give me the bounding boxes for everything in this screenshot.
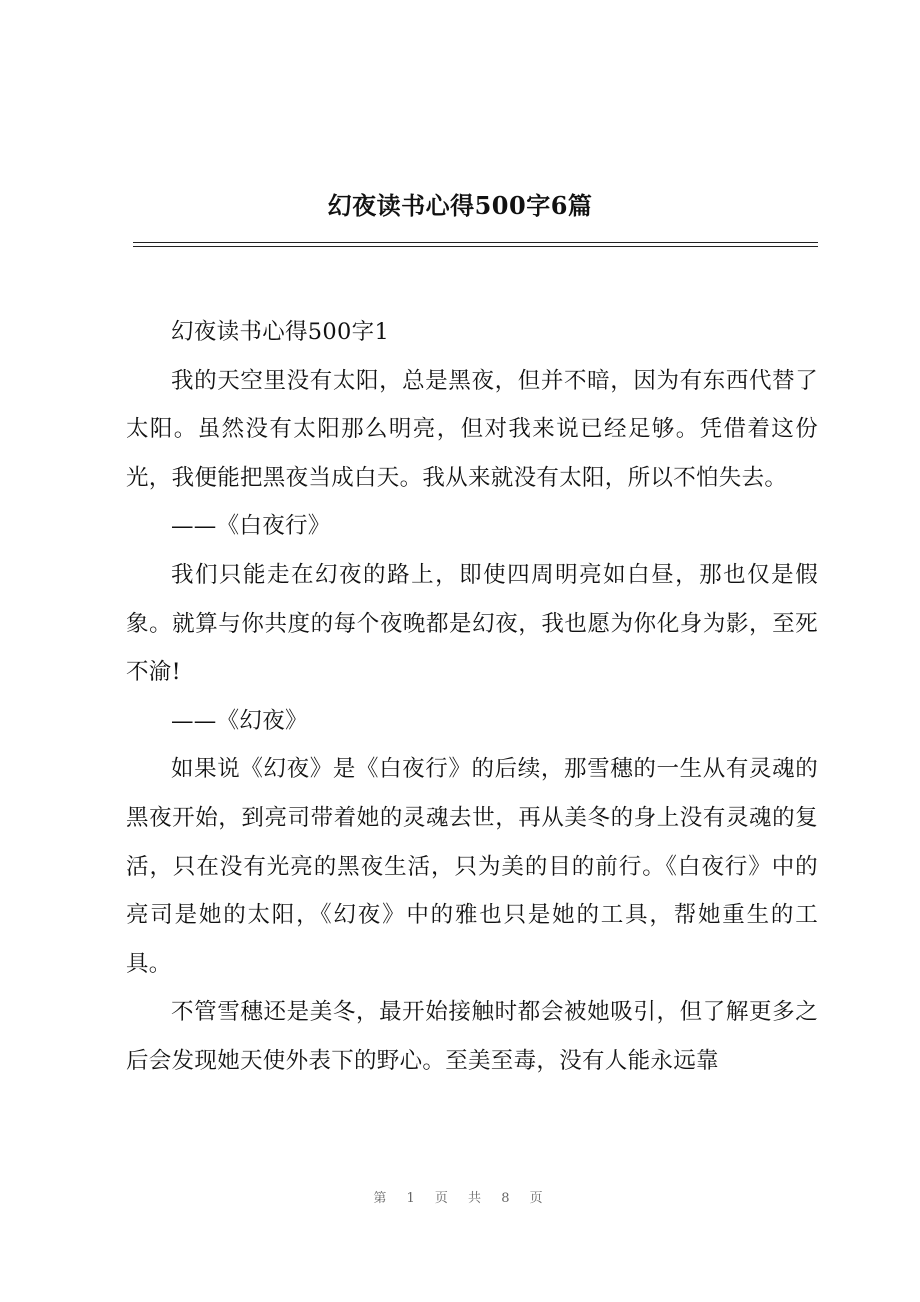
body-paragraph: 我们只能走在幻夜的路上，即使四周明亮如白昼，那也仅是假象。就算与你共度的每个夜晚都是幻夜，我也愿为你化身为影，至死不渝! xyxy=(126,561,818,686)
page-footer: 第 1 页 共 8 页 xyxy=(373,1191,547,1206)
quote-attribution: ——《白夜行》 xyxy=(171,513,331,540)
body-paragraph: 不管雪穗还是美冬，最开始接触时都会被她吸引，但了解更多之后会发现她天使外表下的野心。至美至毒，没有人能永远靠 xyxy=(126,999,818,1074)
document-title: 幻夜读书心得500字6篇 xyxy=(327,191,593,220)
quote-attribution: ——《幻夜》 xyxy=(171,707,308,734)
body-paragraph: 我的天空里没有太阳，总是黑夜，但并不暗，因为有东西代替了太阳。虽然没有太阳那么明亮，但对我来说已经足够。凭借着这份光，我便能把黑夜当成白天。我从来就没有太阳，所以不怕失去。 xyxy=(126,367,818,491)
section-heading: 幻夜读书心得500字1 xyxy=(171,319,390,345)
document-body xyxy=(126,308,818,1086)
body-paragraph: 如果说《幻夜》是《白夜行》的后续，那雪穗的一生从有灵魂的黑夜开始，到亮司带着她的灵魂去世，再从美冬的身上没有灵魂的复活，只在没有光亮的黑夜生活，只为美的目的前行。《白夜行》中的亮司是她的太阳，《幻夜》中的雅也只是她的工具，帮她重生的工具。 xyxy=(126,756,818,977)
title-double-rule xyxy=(133,242,818,247)
